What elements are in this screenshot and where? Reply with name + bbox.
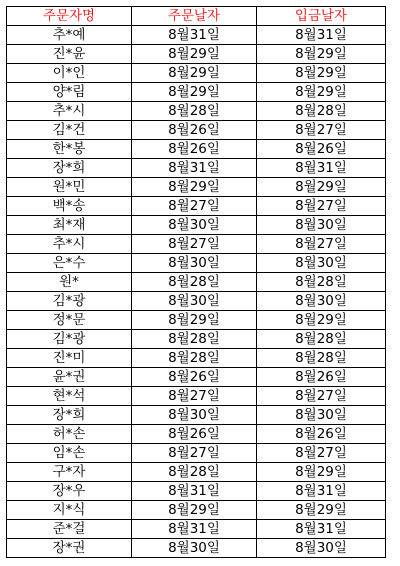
cell-order-date: 8월31일 bbox=[132, 520, 257, 539]
cell-order-date: 8월26일 bbox=[132, 368, 257, 387]
table-row bbox=[7, 64, 386, 83]
cell-orderer-name: 원*민 bbox=[7, 178, 132, 197]
cell-deposit-date: 8월30일 bbox=[257, 216, 386, 235]
table-row bbox=[7, 406, 386, 425]
cell-orderer-name: 한*봉 bbox=[7, 140, 132, 159]
table-row bbox=[7, 83, 386, 102]
table-row bbox=[7, 26, 386, 45]
cell-deposit-date: 8월29일 bbox=[257, 501, 386, 520]
cell-deposit-date: 8월30일 bbox=[257, 254, 386, 273]
cell-orderer-name: 진*윤 bbox=[7, 45, 132, 64]
cell-order-date: 8월31일 bbox=[132, 159, 257, 178]
cell-deposit-date: 8월29일 bbox=[257, 64, 386, 83]
cell-deposit-date: 8월27일 bbox=[257, 235, 386, 254]
header-row bbox=[7, 7, 386, 26]
table-row bbox=[7, 387, 386, 406]
table-row bbox=[7, 330, 386, 349]
cell-deposit-date: 8월27일 bbox=[257, 387, 386, 406]
cell-deposit-date: 8월31일 bbox=[257, 520, 386, 539]
cell-deposit-date: 8월31일 bbox=[257, 159, 386, 178]
cell-order-date: 8월30일 bbox=[132, 292, 257, 311]
cell-order-date: 8월26일 bbox=[132, 121, 257, 140]
table-row bbox=[7, 463, 386, 482]
cell-order-date: 8월26일 bbox=[132, 425, 257, 444]
table-row bbox=[7, 520, 386, 539]
cell-order-date: 8월27일 bbox=[132, 197, 257, 216]
cell-orderer-name: 허*손 bbox=[7, 425, 132, 444]
cell-order-date: 8월28일 bbox=[132, 349, 257, 368]
cell-orderer-name: 장*희 bbox=[7, 406, 132, 425]
table-row bbox=[7, 45, 386, 64]
table-row bbox=[7, 501, 386, 520]
table-row bbox=[7, 216, 386, 235]
cell-order-date: 8월28일 bbox=[132, 330, 257, 349]
cell-deposit-date: 8월29일 bbox=[257, 178, 386, 197]
cell-orderer-name: 은*수 bbox=[7, 254, 132, 273]
cell-order-date: 8월28일 bbox=[132, 102, 257, 121]
cell-deposit-date: 8월30일 bbox=[257, 292, 386, 311]
cell-orderer-name: 임*손 bbox=[7, 444, 132, 463]
cell-orderer-name: 이*인 bbox=[7, 64, 132, 83]
cell-orderer-name: 구*자 bbox=[7, 463, 132, 482]
table-row bbox=[7, 121, 386, 140]
cell-deposit-date: 8월31일 bbox=[257, 482, 386, 501]
cell-orderer-name: 추*시 bbox=[7, 102, 132, 121]
cell-order-date: 8월29일 bbox=[132, 178, 257, 197]
cell-order-date: 8월29일 bbox=[132, 45, 257, 64]
cell-orderer-name: 윤*권 bbox=[7, 368, 132, 387]
cell-deposit-date: 8월31일 bbox=[257, 26, 386, 45]
table-row bbox=[7, 178, 386, 197]
cell-order-date: 8월28일 bbox=[132, 463, 257, 482]
cell-orderer-name: 김*광 bbox=[7, 330, 132, 349]
cell-deposit-date: 8월27일 bbox=[257, 444, 386, 463]
table-row bbox=[7, 197, 386, 216]
cell-deposit-date: 8월26일 bbox=[257, 368, 386, 387]
cell-order-date: 8월26일 bbox=[132, 140, 257, 159]
cell-orderer-name: 준*걸 bbox=[7, 520, 132, 539]
cell-deposit-date: 8월30일 bbox=[257, 539, 386, 558]
table-row bbox=[7, 368, 386, 387]
cell-orderer-name: 추*예 bbox=[7, 26, 132, 45]
cell-order-date: 8월30일 bbox=[132, 254, 257, 273]
cell-deposit-date: 8월28일 bbox=[257, 102, 386, 121]
cell-order-date: 8월29일 bbox=[132, 311, 257, 330]
cell-deposit-date: 8월26일 bbox=[257, 425, 386, 444]
table-row bbox=[7, 349, 386, 368]
cell-deposit-date: 8월28일 bbox=[257, 349, 386, 368]
cell-order-date: 8월30일 bbox=[132, 406, 257, 425]
table-row bbox=[7, 254, 386, 273]
table-row bbox=[7, 292, 386, 311]
cell-deposit-date: 8월28일 bbox=[257, 273, 386, 292]
cell-orderer-name: 최*재 bbox=[7, 216, 132, 235]
cell-order-date: 8월27일 bbox=[132, 444, 257, 463]
cell-orderer-name: 김*광 bbox=[7, 292, 132, 311]
cell-orderer-name: 장*우 bbox=[7, 482, 132, 501]
table-row bbox=[7, 311, 386, 330]
cell-orderer-name: 추*시 bbox=[7, 235, 132, 254]
cell-orderer-name: 양*림 bbox=[7, 83, 132, 102]
cell-deposit-date: 8월29일 bbox=[257, 463, 386, 482]
cell-orderer-name: 원* bbox=[7, 273, 132, 292]
cell-order-date: 8월29일 bbox=[132, 83, 257, 102]
table-row bbox=[7, 273, 386, 292]
cell-deposit-date: 8월29일 bbox=[257, 83, 386, 102]
cell-order-date: 8월27일 bbox=[132, 387, 257, 406]
cell-order-date: 8월28일 bbox=[132, 273, 257, 292]
column-header-deposit-date: 입금날자 bbox=[257, 7, 386, 26]
cell-orderer-name: 장*희 bbox=[7, 159, 132, 178]
table-row bbox=[7, 102, 386, 121]
cell-deposit-date: 8월29일 bbox=[257, 311, 386, 330]
cell-orderer-name: 지*식 bbox=[7, 501, 132, 520]
table-row bbox=[7, 235, 386, 254]
cell-deposit-date: 8월26일 bbox=[257, 140, 386, 159]
cell-orderer-name: 장*권 bbox=[7, 539, 132, 558]
table-row bbox=[7, 482, 386, 501]
cell-order-date: 8월31일 bbox=[132, 482, 257, 501]
cell-orderer-name: 백*송 bbox=[7, 197, 132, 216]
cell-orderer-name: 정*문 bbox=[7, 311, 132, 330]
cell-order-date: 8월29일 bbox=[132, 64, 257, 83]
cell-orderer-name: 진*미 bbox=[7, 349, 132, 368]
cell-order-date: 8월27일 bbox=[132, 235, 257, 254]
table-row bbox=[7, 539, 386, 558]
cell-order-date: 8월30일 bbox=[132, 539, 257, 558]
cell-deposit-date: 8월28일 bbox=[257, 330, 386, 349]
cell-deposit-date: 8월27일 bbox=[257, 197, 386, 216]
table-row bbox=[7, 425, 386, 444]
cell-deposit-date: 8월30일 bbox=[257, 406, 386, 425]
table-row bbox=[7, 140, 386, 159]
cell-orderer-name: 현*석 bbox=[7, 387, 132, 406]
table-row bbox=[7, 444, 386, 463]
table-row bbox=[7, 159, 386, 178]
cell-order-date: 8월29일 bbox=[132, 501, 257, 520]
column-header-orderer-name: 주문자명 bbox=[7, 7, 132, 26]
column-header-order-date: 주문날자 bbox=[132, 7, 257, 26]
cell-order-date: 8월30일 bbox=[132, 216, 257, 235]
cell-order-date: 8월31일 bbox=[132, 26, 257, 45]
order-deposit-table bbox=[6, 6, 386, 558]
cell-orderer-name: 김*건 bbox=[7, 121, 132, 140]
cell-deposit-date: 8월29일 bbox=[257, 45, 386, 64]
cell-deposit-date: 8월27일 bbox=[257, 121, 386, 140]
